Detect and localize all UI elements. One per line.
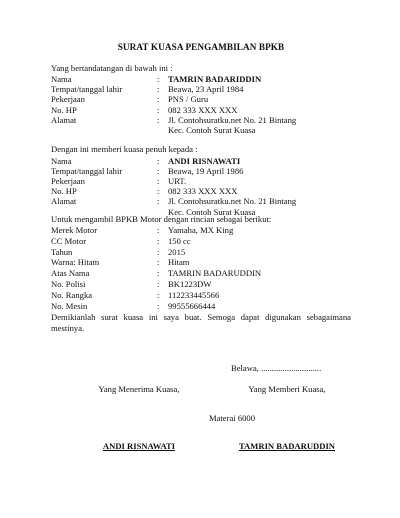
vehicle-field-value: Yamaha, MX King [168, 225, 234, 235]
receiver-field-value: Beawa, 19 April 1986 [168, 165, 244, 176]
receiver-colon: : [157, 155, 160, 166]
receiver-colon: : [157, 196, 160, 207]
intro-label: Yang bertandatangan di bawah ini : [51, 63, 173, 73]
place-date-label: Belawa, ............................ [231, 363, 322, 373]
receiver-field-value: URT. [168, 175, 187, 186]
receiver-field-value: ANDI RISNAWATI [168, 155, 241, 166]
purpose-label: Untuk mengambil BPKB Motor dengan rincian sebagai berikut: [51, 214, 272, 224]
giver-field-value: TAMRIN BADARIDDIN [168, 74, 262, 84]
vehicle-field-value: 112233445566 [168, 289, 220, 300]
receiver-field-label: No. HP [51, 186, 77, 197]
vehicle-field-value: BK1223DW [168, 279, 212, 289]
receiver-colon: : [157, 186, 160, 197]
receiver-colon: : [157, 175, 160, 186]
vehicle-colon: : [157, 235, 160, 246]
receiver-field-label: Tempat/tanggal lahir [51, 165, 123, 176]
receiver-field-value: 082 333 XXX XXX [168, 186, 238, 197]
giver-colon: : [157, 114, 160, 125]
purpose-text [51, 214, 271, 225]
vehicle-field-value: TAMRIN BADARUDDIN [168, 268, 262, 279]
giver-colon: : [157, 84, 160, 95]
vehicle-field-label: Tahun [51, 246, 73, 257]
giver-field-value: Beawa, 23 April 1984 [168, 84, 244, 95]
giver-field-value: Jl. Contohsuratku.net No. 21 Bintang [168, 114, 297, 125]
vehicle-field-label: Atas Nama [51, 268, 90, 279]
receiver-field-label: Alamat [51, 196, 77, 207]
vehicle-field-label: No. Polisi [51, 279, 86, 289]
intro-text [51, 63, 173, 74]
letter-title: SURAT KUASA PENGAMBILAN BPKB [117, 42, 285, 52]
place-date [231, 363, 321, 374]
giver-field-value: Kec. Contoh Surat Kuasa [168, 125, 256, 135]
receiver-field-label: Pekerjaan [51, 175, 85, 186]
giver-field-label: Tempat/tanggal lahir [51, 84, 123, 95]
vehicle-field-value: Hitam [168, 257, 190, 268]
vehicle-colon: : [157, 268, 160, 279]
giver-field-label: Alamat [51, 114, 77, 125]
vehicle-field-label: No. Rangka [51, 289, 93, 300]
giver-field-value: 082 333 XXX XXX [168, 104, 238, 115]
stamp-text: Materai 6000 [208, 413, 256, 423]
vehicle-field-value: 150 cc [168, 235, 191, 246]
giver-colon: : [157, 94, 160, 105]
giver-caption: Yang Memberi Kuasa, [248, 384, 326, 394]
closing-paragraph: Demikianlah surat kuasa ini saya buat. Semoga dapat digunakan sebagaimana mestinya. [51, 312, 351, 333]
mid-label: Dengan ini memberi kuasa penuh kepada : [51, 144, 198, 154]
giver-field-label: No. HP [51, 104, 77, 115]
receiver-field-value: Kec. Contoh Surat Kuasa [168, 206, 256, 217]
vehicle-field-value: 99555666444 [168, 300, 216, 311]
receiver-field-value: Jl. Contohsuratku.net No. 21 Bintang [168, 196, 297, 207]
vehicle-colon: : [157, 289, 160, 300]
vehicle-field-label: No. Mesin [51, 300, 88, 311]
giver-colon: : [157, 74, 160, 84]
receiver-caption: Yang Menerima Kuasa, [98, 384, 180, 394]
mid-text [51, 144, 198, 155]
vehicle-colon: : [157, 279, 160, 289]
vehicle-colon: : [157, 246, 160, 257]
receiver-colon: : [157, 165, 160, 176]
giver-field-value: PNS / Guru [168, 94, 209, 105]
giver-field-label: Nama [51, 74, 72, 84]
receiver-signature-name: ANDI RISNAWATI [102, 441, 176, 451]
giver-colon: : [157, 104, 160, 115]
vehicle-field-value: 2015 [168, 246, 186, 257]
giver-field-label: Pekerjaan [51, 94, 85, 105]
vehicle-field-label: Warna: Hitam [51, 257, 100, 268]
vehicle-colon: : [157, 257, 160, 268]
vehicle-field-label: Merek Motor [51, 225, 98, 235]
vehicle-colon: : [157, 225, 160, 235]
giver-signature-name: TAMRIN BADARUDDIN [238, 441, 336, 451]
receiver-field-label: Nama [51, 155, 72, 166]
vehicle-colon: : [157, 300, 160, 311]
vehicle-field-label: CC Motor [51, 235, 87, 246]
